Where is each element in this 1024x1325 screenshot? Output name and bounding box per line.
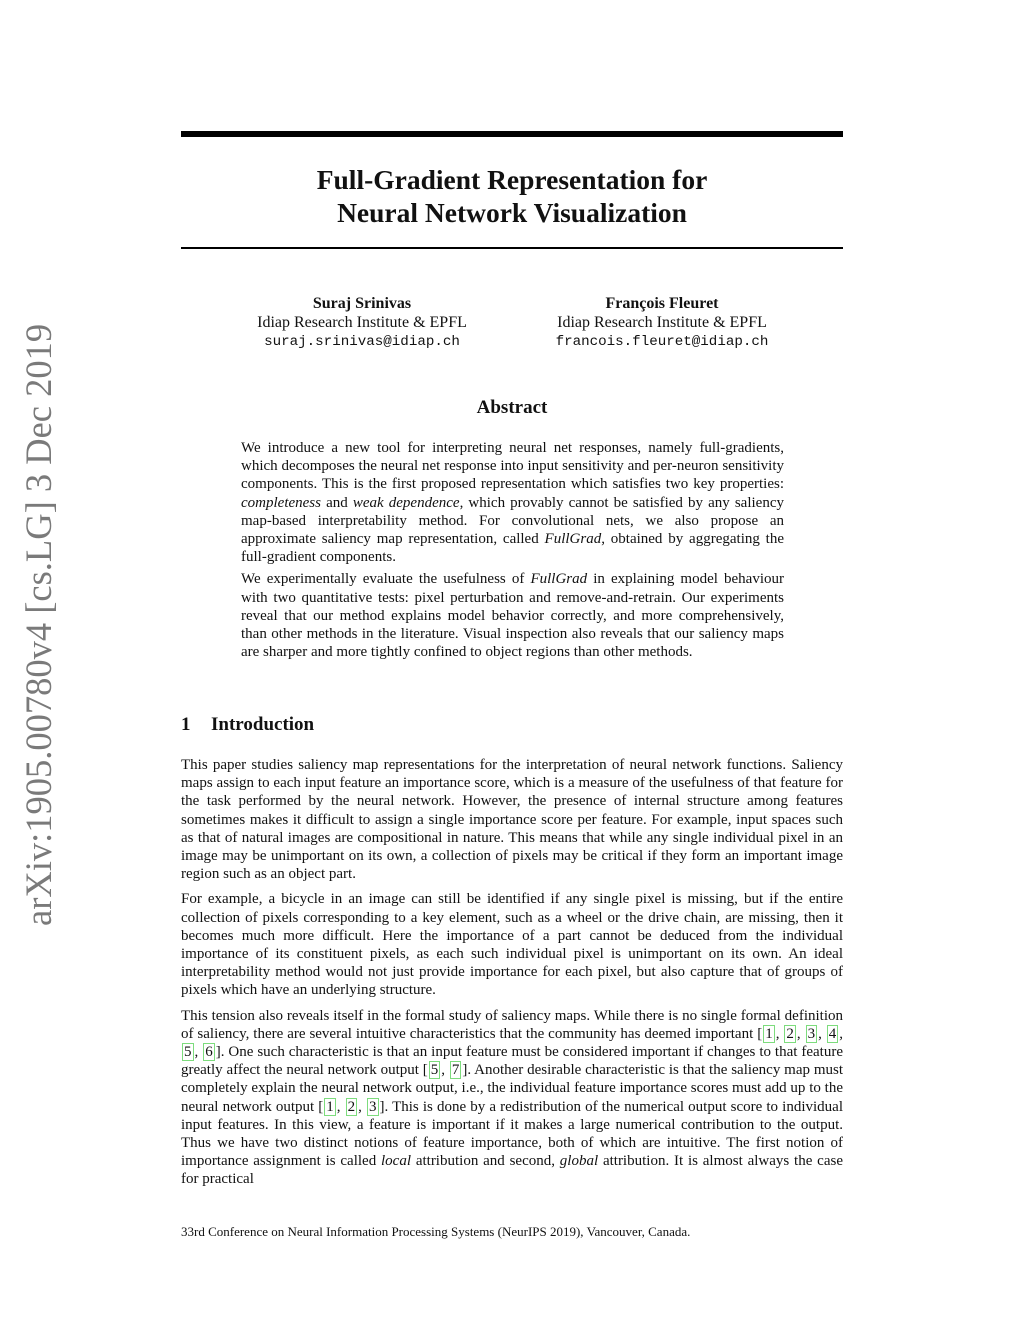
paper-title bbox=[181, 163, 843, 229]
arxiv-identifier: arXiv:1905.00780v4 [cs.LG] 3 Dec 2019 bbox=[18, 323, 59, 926]
abstract-paragraph-2: We experimentally evaluate the usefulness of FullGrad in explaining model behaviour with two quantitative tests: pixel perturbation and remove-and-retrain. Our experiments reveal that our method explains model behavior correctly, and more comprehensively, than other methods in the literature. Visual inspection also reveals that our saliency maps are sharper and more tightly confined to object regions than other methods. bbox=[241, 571, 784, 661]
author-block-1 bbox=[212, 294, 512, 352]
author-affiliation: Idiap Research Institute & EPFL bbox=[257, 314, 467, 331]
citation-link[interactable]: 2 bbox=[347, 1098, 356, 1115]
citation-link[interactable]: 2 bbox=[786, 1025, 794, 1042]
title-line-2: Neural Network Visualization bbox=[337, 197, 687, 228]
intro-paragraph-1: This paper studies saliency map representations for the interpretation of neural network functions. Saliency maps assign to each input feature an importance score, which is a measure of the usefulness of that feature for the task performed by the neural network. However, the presence of internal structure among features sometimes makes it difficult to assign a single importance score per feature. For example, input spaces such as that of natural images are compositional in nature. This means that while any single individual pixel in an image may be unimportant on its own, a collection of pixels may be critical if they form an important image region such as an object part. bbox=[181, 757, 843, 883]
author-block-2 bbox=[512, 294, 812, 352]
citation-link[interactable]: 1 bbox=[326, 1098, 334, 1115]
title-line-1: Full-Gradient Representation for bbox=[316, 164, 708, 195]
title-top-rule bbox=[181, 131, 843, 137]
author-affiliation: Idiap Research Institute & EPFL bbox=[557, 314, 767, 331]
citation-link[interactable]: 6 bbox=[205, 1044, 213, 1061]
citation-link[interactable]: 3 bbox=[807, 1025, 816, 1042]
introduction-body bbox=[181, 756, 843, 1196]
intro-paragraph-2: For example, a bicycle in an image can still be identified if any single pixel is missing, but if the entire collection of pixels corresponding to a key element, such as a wheel or the drive chain, are missing, then it becomes much more difficult. Here the importance of a part cannot be deduced from the individual importance of its constituent pixels, as each such individual pixel is unimportant on its own. An ideal interpretability method would not just provide importance for each pixel, but also capture that of groups of pixels which have an underlying structure. bbox=[181, 891, 843, 999]
citation-link[interactable]: 7 bbox=[451, 1062, 460, 1079]
author-email[interactable]: francois.fleuret@idiap.ch bbox=[555, 334, 769, 350]
citation-link[interactable]: 3 bbox=[369, 1098, 377, 1115]
author-name: Suraj Srinivas bbox=[312, 295, 412, 312]
section-number: 1 bbox=[181, 714, 191, 735]
citation-link[interactable]: 5 bbox=[430, 1062, 439, 1079]
conference-footnote: 33rd Conference on Neural Information Processing Systems (NeurIPS 2019), Vancouver, Canada. bbox=[181, 1224, 691, 1239]
citation-link[interactable]: 1 bbox=[765, 1025, 773, 1042]
citation-link[interactable]: 4 bbox=[828, 1025, 837, 1042]
section-title: Introduction bbox=[211, 714, 315, 735]
intro-paragraph-3: This tension also reveals itself in the formal study of saliency maps. While there is no single formal definition of saliency, there are several intuitive characteristics that the community has deemed important [ 1 , 2 , 3 , 4 , 5 , 6 ]. One such characteristic is that an input feature must be considered important if changes to that feature greatly affect the neural network output [ 5 , 7 ]. Another desirable characteristic is that the saliency map must completely explain the neural network output, i.e., the individual feature importance scores must add up to the neural network output [ 1 , 2 , 3 ]. This is done by a redistribution of the numerical output score to individual input features. In this view, a feature is important if it makes a large numerical contribution to the output. Thus we have two distinct notions of feature importance, both of which are intuitive. The first notion of importance assignment is called local attribution and second, global attribution. It is almost always the case for practical bbox=[181, 1007, 844, 1188]
abstract-paragraph-1: We introduce a new tool for interpreting neural net responses, namely full-gradients, which decomposes the neural net response into input sensitivity and per-neuron sensitivity components. This is the first proposed representation which satisfies two key properties: completeness and weak dependence, which provably cannot be satisfied by any saliency map-based interpretability method. For convolutional nets, we also propose an approximate saliency map representation, called FullGrad, obtained by aggregating the full-gradient components. bbox=[241, 440, 785, 566]
section-heading-introduction bbox=[181, 714, 314, 736]
title-bottom-rule bbox=[181, 247, 843, 249]
citation-link[interactable]: 5 bbox=[184, 1044, 192, 1061]
author-email[interactable]: suraj.srinivas@idiap.ch bbox=[264, 334, 460, 350]
author-name: François Fleuret bbox=[605, 295, 719, 312]
abstract-heading: Abstract bbox=[476, 397, 548, 418]
abstract-body bbox=[241, 439, 784, 665]
